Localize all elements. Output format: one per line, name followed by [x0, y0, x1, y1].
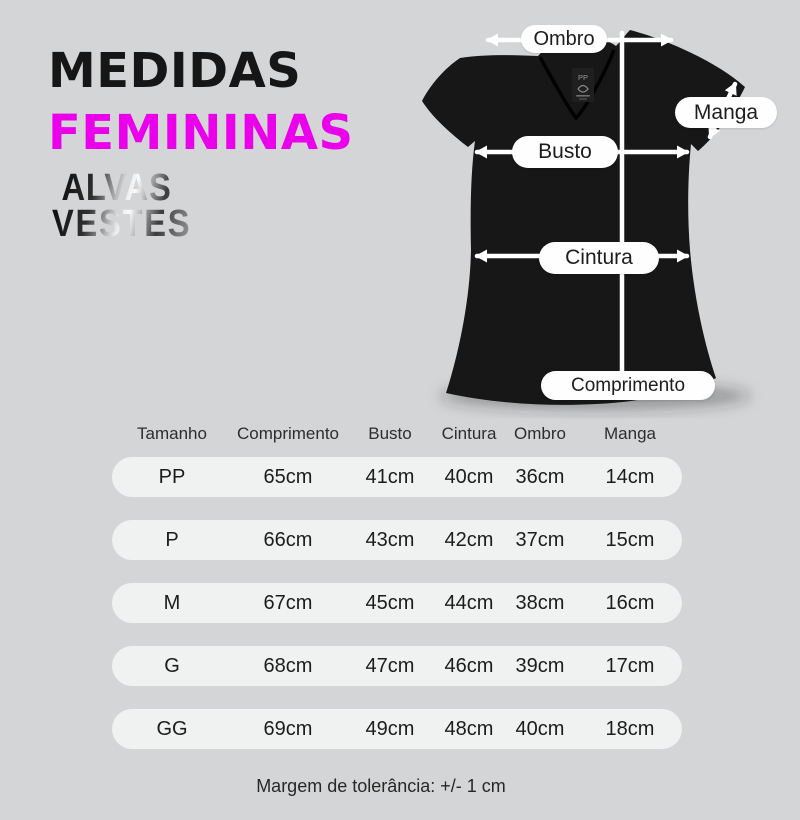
- label-ombro: Ombro: [521, 25, 607, 53]
- column-header-cintura: Cintura: [441, 424, 497, 443]
- brand-logo: [52, 167, 192, 245]
- measure-cell: 48cm: [444, 717, 494, 740]
- label-cintura: Cintura: [539, 242, 659, 274]
- collar-tag-text-mark: [576, 95, 590, 97]
- size-table-header-row: [112, 424, 682, 444]
- measure-cell: 16cm: [605, 591, 655, 614]
- measure-cell: 47cm: [365, 654, 415, 677]
- measure-cell: 68cm: [263, 654, 313, 677]
- header: [48, 40, 354, 164]
- table-row-p: [112, 520, 682, 560]
- shirt-silhouette: [422, 30, 745, 405]
- size-cell: M: [163, 591, 181, 614]
- measure-cell: 36cm: [515, 465, 565, 488]
- label-comprimento: Comprimento: [541, 371, 715, 400]
- measure-cell: 39cm: [515, 654, 565, 677]
- measure-cell: 15cm: [605, 528, 655, 551]
- measure-cell: 46cm: [444, 654, 494, 677]
- measure-cell: 41cm: [365, 465, 415, 488]
- table-row-m: [112, 583, 682, 623]
- tshirt-illustration: [400, 0, 800, 420]
- size-cell: G: [164, 654, 180, 677]
- tshirt-diagram: [400, 0, 800, 420]
- measure-cell: 14cm: [605, 465, 655, 488]
- measure-cell: 44cm: [444, 591, 494, 614]
- page-title-line2: FEMININAS: [48, 105, 354, 161]
- page-title: [48, 40, 354, 164]
- measure-cell: 18cm: [605, 717, 655, 740]
- measure-cell: 37cm: [515, 528, 565, 551]
- measure-cell: 49cm: [365, 717, 415, 740]
- label-busto: Busto: [512, 136, 618, 168]
- measure-cell: 65cm: [263, 465, 313, 488]
- measure-cell: 40cm: [444, 465, 494, 488]
- table-row-g: [112, 646, 682, 686]
- measure-cell: 38cm: [515, 591, 565, 614]
- collar-tag-size: PP: [577, 73, 589, 82]
- table-row-pp: [112, 457, 682, 497]
- brand-line1: ALVAS: [61, 167, 172, 209]
- measure-cell: 45cm: [365, 591, 415, 614]
- label-manga: Manga: [675, 97, 777, 128]
- measure-cell: 40cm: [515, 717, 565, 740]
- measure-cell: 17cm: [605, 654, 655, 677]
- column-header-tamanho: Tamanho: [137, 424, 207, 443]
- size-cell: P: [165, 528, 179, 551]
- column-header-comprimento: Comprimento: [236, 424, 340, 443]
- size-table-body: [112, 457, 682, 749]
- page-title-line1: MEDIDAS: [48, 43, 302, 99]
- column-header-manga: Manga: [604, 424, 656, 443]
- collar-tag-text-mark2: [579, 98, 587, 99]
- size-cell: GG: [156, 717, 188, 740]
- column-header-busto: Busto: [368, 424, 412, 443]
- size-cell: PP: [158, 465, 186, 488]
- brand-line2: VESTES: [52, 203, 192, 245]
- measure-cell: 67cm: [263, 591, 313, 614]
- measure-cell: 43cm: [365, 528, 415, 551]
- column-header-ombro: Ombro: [514, 424, 566, 443]
- measure-cell: 69cm: [263, 717, 313, 740]
- table-row-gg: [112, 709, 682, 749]
- measure-cell: 42cm: [444, 528, 494, 551]
- tolerance-note: Margem de tolerância: +/- 1 cm: [256, 776, 506, 796]
- measure-cell: 66cm: [263, 528, 313, 551]
- size-table: [112, 424, 682, 749]
